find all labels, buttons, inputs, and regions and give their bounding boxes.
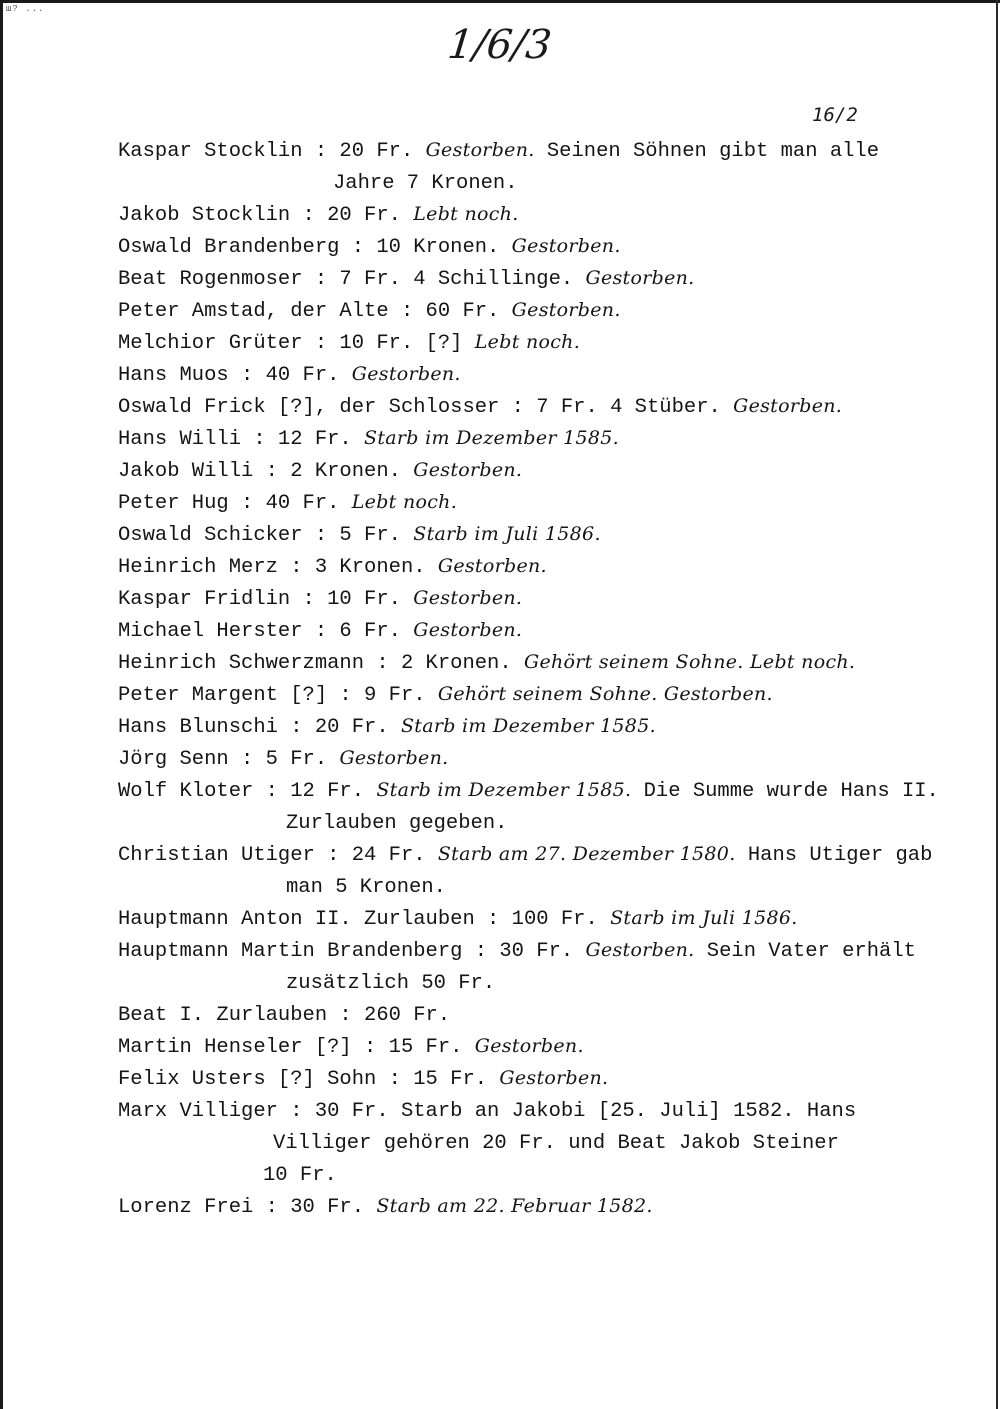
entry-line: Heinrich Merz : 3 Kronen. Gestorben.: [118, 555, 547, 579]
entry-line: Jakob Willi : 2 Kronen. Gestorben.: [118, 459, 523, 483]
entry-line: Hauptmann Anton II. Zurlauben : 100 Fr. Starb im Juli 1586.: [118, 907, 798, 931]
entry-line: Oswald Frick [?], der Schlosser : 7 Fr. 4 Stüber. Gestorben.: [118, 395, 843, 419]
entry-continuation: zusätzlich 50 Fr.: [286, 972, 496, 995]
entry-line: Hans Willi : 12 Fr. Starb im Dezember 1585.: [118, 427, 620, 451]
entry-line: Christian Utiger : 24 Fr. Starb am 27. Dezember 1580. Hans Utiger gab: [118, 843, 933, 867]
entry-line: Peter Amstad, der Alte : 60 Fr. Gestorben.: [118, 299, 621, 323]
entry-line: Jörg Senn : 5 Fr. Gestorben.: [118, 747, 449, 771]
entry-line: Heinrich Schwerzmann : 2 Kronen. Gehört seinem Sohne. Lebt noch.: [118, 651, 856, 675]
entry-line: Oswald Schicker : 5 Fr. Starb im Juli 1586.: [118, 523, 601, 547]
corner-mark: ш? ...: [6, 4, 45, 14]
entry-line: Melchior Grüter : 10 Fr. [?] Lebt noch.: [118, 331, 581, 355]
entry-continuation: 10 Fr.: [263, 1164, 337, 1187]
entry-line: Felix Usters [?] Sohn : 15 Fr. Gestorben.: [118, 1067, 609, 1091]
entry-line: Marx Villiger : 30 Fr. Starb an Jakobi [25. Juli] 1582. Hans: [118, 1100, 857, 1123]
entry-line: Hans Muos : 40 Fr. Gestorben.: [118, 363, 461, 387]
entry-line: Jakob Stocklin : 20 Fr. Lebt noch.: [118, 203, 519, 227]
entry-line: Peter Margent [?] : 9 Fr. Gehört seinem Sohne. Gestorben.: [118, 683, 773, 707]
entry-continuation: Villiger gehören 20 Fr. und Beat Jakob Steiner: [273, 1132, 839, 1155]
entry-line: Hans Blunschi : 20 Fr. Starb im Dezember 1585.: [118, 715, 656, 739]
entry-continuation: Zurlauben gegeben.: [286, 812, 508, 835]
entry-line: Beat Rogenmoser : 7 Fr. 4 Schillinge. Gestorben.: [118, 267, 695, 291]
entry-line: Lorenz Frei : 30 Fr. Starb am 22. Februar 1582.: [118, 1195, 653, 1219]
entry-line: Hauptmann Martin Brandenberg : 30 Fr. Gestorben. Sein Vater erhält: [118, 939, 916, 963]
entry-line: Peter Hug : 40 Fr. Lebt noch.: [118, 491, 458, 515]
archive-number: 1/6/3: [445, 22, 554, 68]
page-edge-right: [996, 0, 998, 1409]
entry-line: Oswald Brandenberg : 10 Kronen. Gestorben.: [118, 235, 621, 259]
entry-line: Wolf Kloter : 12 Fr. Starb im Dezember 1585. Die Summe wurde Hans II.: [118, 779, 939, 803]
entry-line: Michael Herster : 6 Fr. Gestorben.: [118, 619, 523, 643]
entry-line: Kaspar Stocklin : 20 Fr. Gestorben. Seinen Söhnen gibt man alle: [118, 139, 880, 163]
entry-continuation: man 5 Kronen.: [286, 876, 446, 899]
entry-line: Kaspar Fridlin : 10 Fr. Gestorben.: [118, 587, 523, 611]
page-edge-top: [0, 0, 1000, 3]
page-number: 16/2: [812, 104, 858, 126]
page-edge-left: [0, 0, 3, 1409]
entry-line: Beat I. Zurlauben : 260 Fr.: [118, 1004, 451, 1027]
entry-line: Martin Henseler [?] : 15 Fr. Gestorben.: [118, 1035, 584, 1059]
entry-continuation: Jahre 7 Kronen.: [333, 172, 518, 195]
